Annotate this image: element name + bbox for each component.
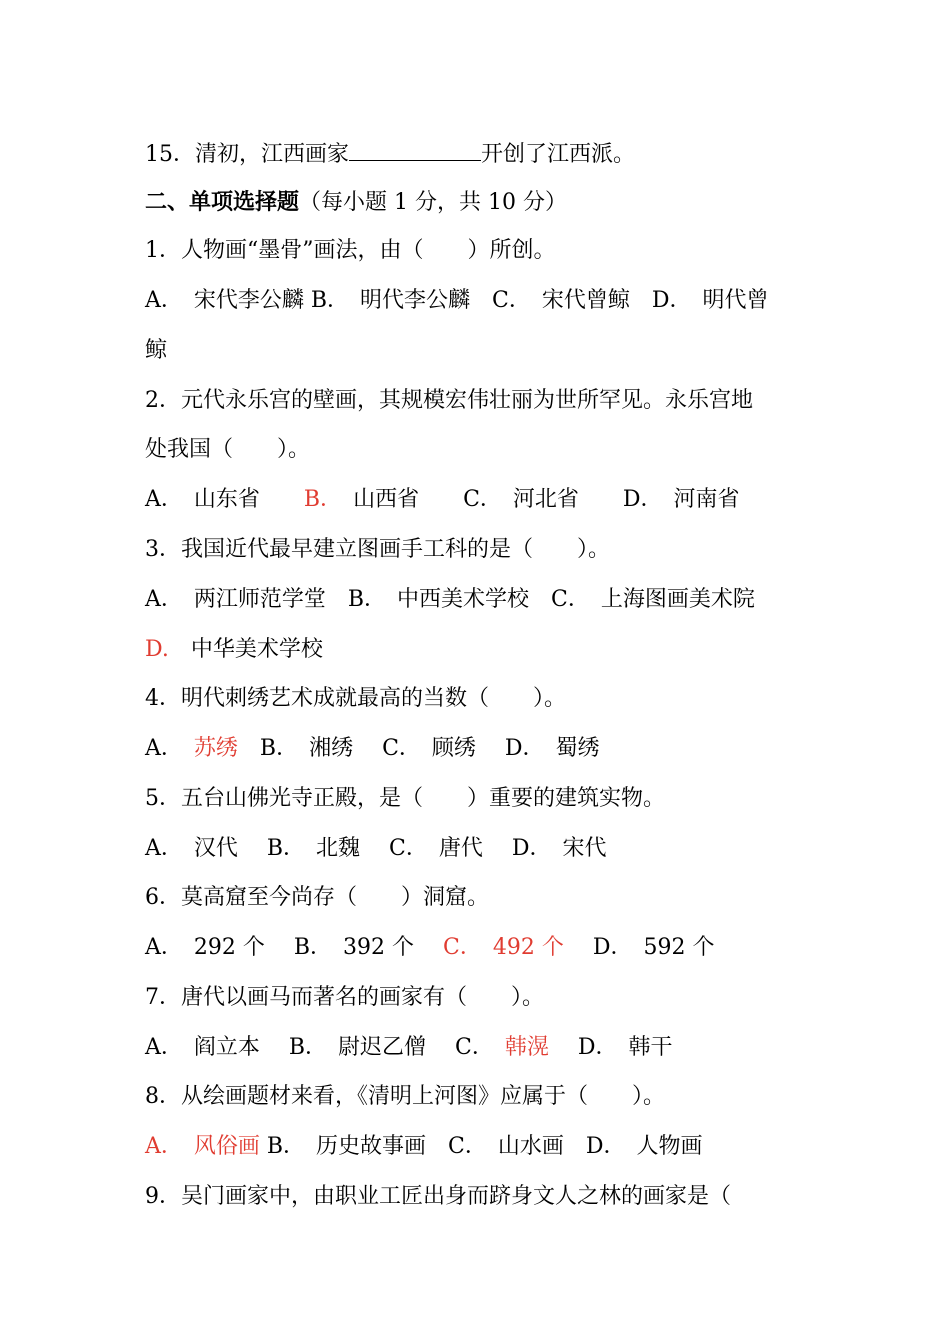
q2-stem-line-2: 处我国（ ）。	[145, 437, 311, 462]
q9-stem: 9．吴门画家中，由职业工匠出身而跻身文人之林的画家是（	[145, 1184, 731, 1209]
q7-stem: 7．唐代以画马而著名的画家有（ ）。	[145, 985, 544, 1010]
q4-options-rest: B． 湘绣 C． 顾绣 D． 蜀绣	[237, 736, 600, 761]
q2-option-a: A． 山东省	[145, 487, 304, 512]
q5-options: A． 汉代 B． 北魏 C． 唐代 D． 宋代	[145, 836, 607, 861]
section-2-title: 二、单项选择题	[145, 189, 300, 215]
q4-stem: 4．明代刺绣艺术成就最高的当数（ ）。	[145, 686, 566, 711]
question-15	[145, 138, 810, 170]
q7-option-c-answer: 韩滉	[504, 1035, 549, 1060]
q2-stem-line-1: 2．元代永乐宫的壁画，其规模宏伟壮丽为世所罕见。永乐宫地	[145, 388, 753, 413]
q15-suffix: 开创了江西派。	[481, 142, 636, 167]
q8-option-a-answer: A． 风俗画	[145, 1134, 260, 1159]
q8-options	[145, 1132, 810, 1162]
q4-options	[145, 734, 810, 764]
q6-option-d: D． 592 个	[563, 935, 715, 960]
q7-options	[145, 1033, 810, 1063]
q15-prefix: 15．清初，江西画家	[145, 142, 349, 167]
q4-option-a-label: A．	[145, 736, 194, 761]
q3-option-d-text: 中华美术学校	[168, 637, 323, 662]
q1-options-wrap: 鲸	[145, 338, 168, 363]
q2-options-rest: 山西省 C． 河北省 D． 河南省	[331, 487, 740, 512]
q2-option-b-answer: B．	[303, 487, 332, 512]
q6-options-ab: A． 292 个 B． 392 个	[145, 935, 444, 960]
q7-option-d: D． 韩干	[548, 1035, 673, 1060]
q7-options-abc: A． 阎立本 B． 尉迟乙僧 C．	[145, 1035, 505, 1060]
q1-options: A． 宋代李公麟 B． 明代李公麟 C． 宋代曾鲸 D． 明代曾	[145, 288, 769, 313]
q6-stem: 6．莫高窟至今尚存（ ）洞窟。	[145, 885, 489, 910]
q3-option-d	[145, 635, 810, 665]
section-2-note: （每小题 1 分，共 10 分）	[299, 190, 567, 215]
q3-option-d-label-answer: D.	[145, 637, 169, 662]
q6-option-c-answer: C． 492 个	[443, 935, 564, 960]
q4-option-a-answer: 苏绣	[193, 736, 238, 761]
q5-stem: 5．五台山佛光寺正殿，是（ ）重要的建筑实物。	[145, 786, 665, 811]
q8-stem: 8．从绘画题材来看，《清明上河图》应属于（ ）。	[145, 1084, 665, 1109]
q2-options	[145, 485, 810, 515]
q8-options-rest: B． 历史故事画 C． 山水画 D． 人物画	[259, 1134, 703, 1159]
q3-stem: 3．我国近代最早建立图画手工科的是（ ）。	[145, 537, 610, 562]
q1-stem: 1．人物画“墨骨”画法，由（ ）所创。	[145, 238, 556, 263]
q15-blank	[349, 138, 481, 161]
section-2-heading	[145, 187, 810, 218]
q6-options	[145, 933, 810, 963]
q3-options: A． 两江师范学堂 B． 中西美术学校 C． 上海图画美术院	[145, 587, 755, 612]
